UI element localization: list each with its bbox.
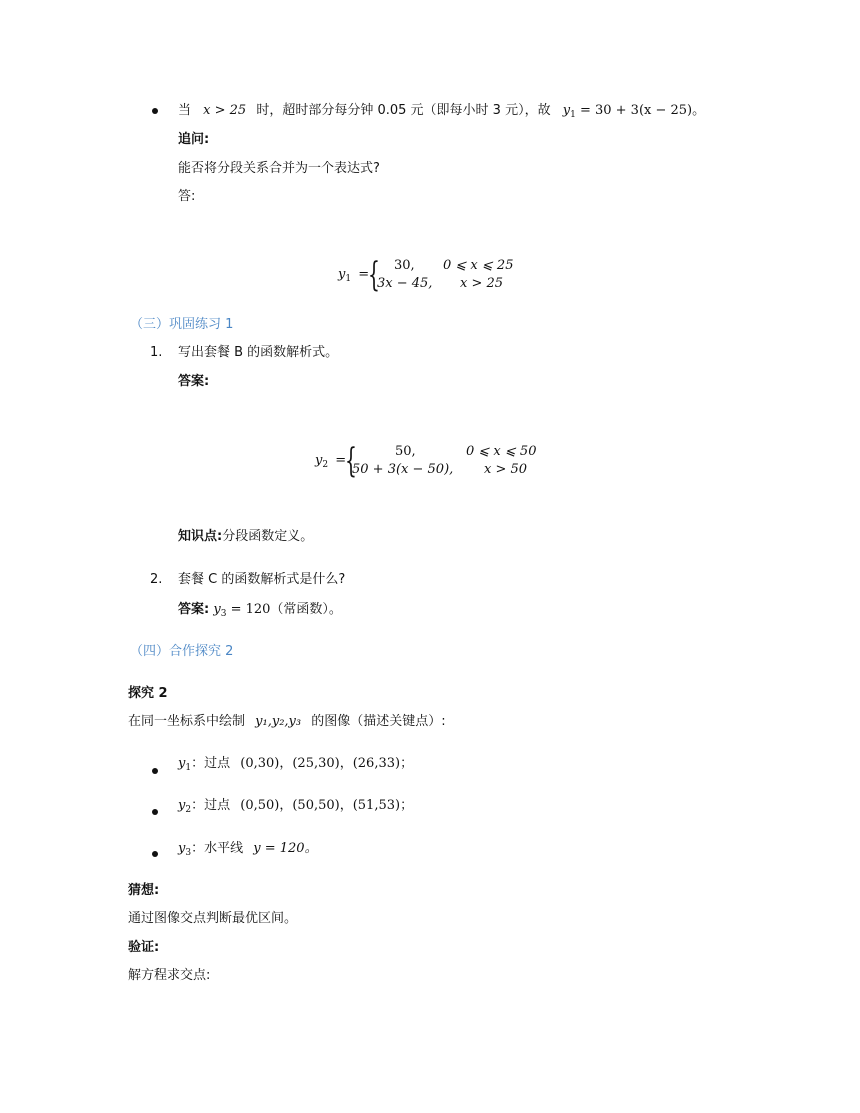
- q2-answer-note: （常函数）。: [270, 602, 342, 617]
- formula-y2-row2-cond: x > 50: [484, 462, 528, 477]
- bullet-marker: [152, 851, 158, 857]
- item-text: 过点: [204, 756, 231, 771]
- item-sub: 2: [185, 805, 192, 815]
- item-math: (0,50)，(50,50)，(51,53)；: [240, 798, 414, 813]
- followup-question: 能否将分段关系合并为一个表达式?: [178, 161, 380, 176]
- q2-number: 2.: [150, 572, 163, 587]
- bullet-eq-rhs: = 30 + 3(x − 25)。: [575, 103, 706, 118]
- list-item: [178, 840, 318, 862]
- formula-y2-sub: 2: [322, 460, 329, 470]
- verify-text: 解方程求交点:: [128, 968, 211, 983]
- followup-answer-label: 答:: [178, 189, 196, 204]
- explore-intro: [128, 713, 446, 731]
- knowledge-line: [178, 528, 313, 546]
- q2-answer-eq: = 120: [226, 602, 271, 617]
- formula-y2-brace: {: [345, 441, 357, 481]
- section4-heading: （四）合作探究 2: [130, 644, 234, 659]
- bullet-condition: x > 25: [203, 103, 247, 118]
- q2-answer-var: y: [213, 602, 221, 617]
- item-sub: 1: [185, 763, 192, 773]
- knowledge-text: 分段函数定义。: [222, 529, 314, 544]
- item-text: 过点: [204, 798, 231, 813]
- bullet-line: [178, 102, 705, 124]
- section3-heading: （三）巩固练习 1: [130, 317, 234, 332]
- item-sep: ：: [191, 756, 205, 771]
- bullet-eq-sub: 1: [570, 110, 576, 120]
- q1-answer-label: 答案:: [178, 374, 210, 389]
- guess-text: 通过图像交点判断最优区间。: [128, 911, 298, 926]
- formula-y2-row1-cond: 0 ⩽ x ⩽ 50: [466, 444, 537, 459]
- item-var: y: [178, 841, 186, 856]
- formula-y1-row2-cond: x > 25: [460, 276, 504, 291]
- item-var: y: [178, 756, 186, 771]
- q1-text: 写出套餐 B 的函数解析式。: [178, 345, 339, 360]
- q2-answer-sub: 3: [220, 609, 227, 619]
- intro-post: 的图像（描述关键点）:: [311, 714, 446, 729]
- list-item: [178, 797, 413, 819]
- formula-y2-eq: =: [335, 453, 347, 468]
- formula-y2-lhs: [315, 452, 346, 474]
- item-sep: ：: [191, 798, 205, 813]
- guess-label: 猜想:: [128, 883, 160, 898]
- formula-y2-row1-expr: 50,: [395, 444, 416, 459]
- item-math: y = 120。: [253, 841, 318, 856]
- formula-y1-eq: =: [358, 267, 370, 282]
- formula-y1-brace: {: [368, 255, 380, 295]
- explore-title: 探究 2: [128, 686, 168, 701]
- bullet-marker: [152, 768, 158, 774]
- formula-y1-lhs: [338, 266, 369, 288]
- bullet-marker: [152, 809, 158, 815]
- verify-label: 验证:: [128, 940, 160, 955]
- intro-pre: 在同一坐标系中绘制: [128, 714, 246, 729]
- intro-math: y₁,y₂,y₃: [255, 714, 302, 729]
- q2-answer-label: 答案:: [178, 602, 210, 617]
- knowledge-label: 知识点:: [178, 529, 223, 544]
- item-sub: 3: [185, 848, 192, 858]
- formula-y2-row2-expr: 50 + 3(x − 50),: [352, 462, 454, 477]
- formula-y2-var: y: [315, 453, 323, 468]
- followup-label: 追问:: [178, 132, 210, 147]
- list-item: [178, 755, 413, 777]
- bullet-marker: [152, 108, 158, 114]
- formula-y1-row1-expr: 30,: [394, 258, 415, 273]
- item-text: 水平线: [204, 841, 244, 856]
- q2-text: 套餐 C 的函数解析式是什么?: [178, 572, 346, 587]
- formula-y1-row2-expr: 3x − 45,: [377, 276, 433, 291]
- formula-y1-row1-cond: 0 ⩽ x ⩽ 25: [443, 258, 514, 273]
- q1-number: 1.: [150, 345, 163, 360]
- bullet-eq-var: y: [562, 103, 571, 118]
- item-var: y: [178, 798, 186, 813]
- formula-y1-var: y: [338, 267, 346, 282]
- bullet-pre: 当: [178, 103, 192, 118]
- bullet-mid-text: 时，超时部分每分钟 0.05 元（即每小时 3 元），故: [256, 103, 551, 118]
- item-sep: ：: [191, 841, 205, 856]
- item-math: (0,30)，(25,30)，(26,33)；: [240, 756, 414, 771]
- q2-answer-line: [178, 601, 342, 623]
- formula-y1-sub: 1: [345, 274, 352, 284]
